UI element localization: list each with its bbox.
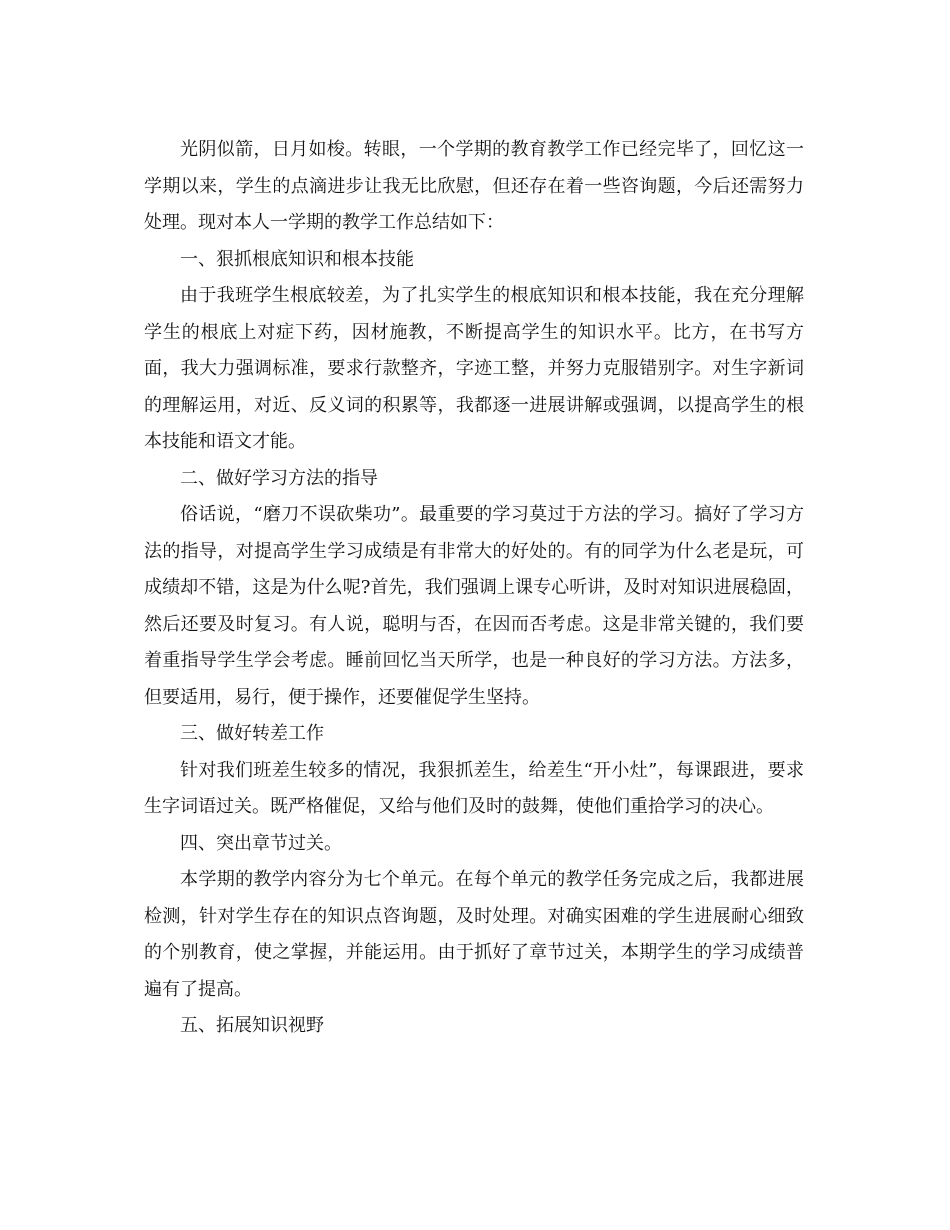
document-body: [144, 132, 804, 1045]
heading-section-3: 三、做好转差工作: [180, 723, 324, 744]
paragraph-intro: 光阴似箭，日月如梭。转眼，一个学期的教育教学工作已经完毕了，回忆这一学期以来，学生的点滴进步让我无比欣慰，但还存在着一些咨询题，今后还需努力处理。现对本人一学期的教学工作总结如下：: [144, 139, 804, 233]
heading-section-1: 一、狠抓根底知识和根本技能: [180, 248, 414, 270]
heading-section-2: 二、做好学习方法的指导: [180, 467, 378, 489]
paragraph-section-2: 俗话说，“磨刀不误砍柴功”。最重要的学习莫过于方法的学习。搞好了学习方法的指导，对提高学生学习成绩是有非常大的好处的。有的同学为什么老是玩，可成绩却不错，这是为什么呢?首先，我们强调上课专心听讲，及时对知识进展稳固，然后还要及时复习。有人说，聪明与否，在因而否考虑。这是非常关键的，我们要着重指导学生学会考虑。睡前回忆当天所学，也是一种良好的学习方法。方法多，但要适用，易行，便于操作，还要催促学生坚持。: [144, 504, 804, 708]
paragraph-section-3: 针对我们班差生较多的情况，我狠抓差生，给差生“开小灶”，每课跟进，要求生字词语过关。既严格催促，又给与他们及时的鼓舞，使他们重拾学习的决心。: [144, 759, 804, 817]
heading-section-4: 四、突出章节过关。: [180, 832, 342, 854]
paragraph-section-4: 本学期的教学内容分为七个单元。在每个单元的教学任务完成之后，我都进展检测，针对学生存在的知识点咨询题，及时处理。对确实困难的学生进展耐心细致的个别教育，使之掌握，并能运用。由于抓好了章节过关，本期学生的学习成绩普遍有了提高。: [144, 869, 804, 1000]
heading-section-5: 五、拓展知识视野: [180, 1015, 324, 1036]
paragraph-section-1: 由于我班学生根底较差，为了扎实学生的根底知识和根本技能，我在充分理解学生的根底上对症下药，因材施教，不断提高学生的知识水平。比方，在书写方面，我大力强调标准，要求行款整齐，字迹工整，并努力克服错别字。对生字新词的理解运用，对近、反义词的积累等，我都逐一进展讲解或强调，以提高学生的根本技能和语文才能。: [144, 285, 804, 452]
